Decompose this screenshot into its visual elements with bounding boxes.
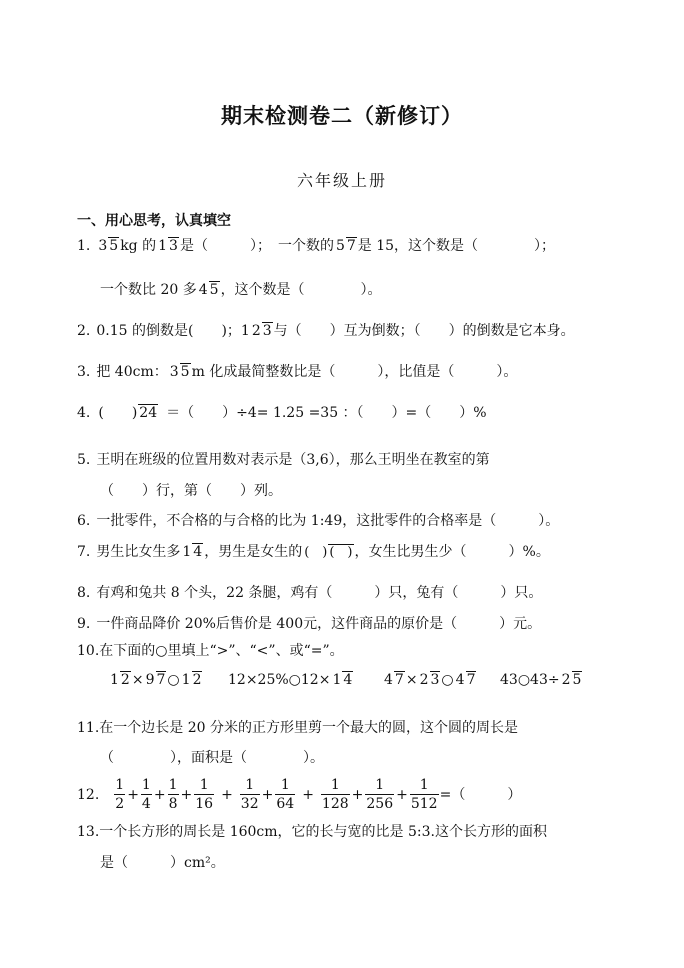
compare-circle[interactable]: ○: [167, 672, 180, 688]
question-number: 6.: [77, 513, 91, 529]
fraction: 3 5: [169, 364, 190, 380]
expression-text: 43○43÷: [500, 672, 560, 688]
question-7: [77, 542, 550, 562]
question-12: [77, 776, 521, 813]
question-number: 3.: [77, 364, 91, 380]
question-text: 有鸡和兔共 8 个头，22 条腿，鸡有（ ）只，兔有（ ）只。: [96, 585, 543, 601]
plus-sign: +: [261, 786, 274, 803]
plus-sign: +: [396, 786, 408, 803]
question-text: 0.15 的倒数是( )；1: [96, 323, 250, 339]
fraction: $\frac{1}{256}$: [366, 777, 394, 812]
question-11-line-2: [100, 748, 324, 768]
question-number: 10.: [77, 643, 100, 659]
plus-sign: +: [302, 786, 314, 803]
fraction: 5 7: [335, 238, 356, 254]
comparison-1: [108, 670, 203, 690]
question-3: [77, 362, 517, 382]
plus-sign: +: [221, 786, 233, 803]
fraction: $\frac{1}{16}$: [195, 777, 214, 812]
question-text: ，女生比男生少（ ）%。: [354, 544, 550, 560]
question-text: m 化成最简整数比是（ ），比值是（ ）。: [191, 364, 518, 380]
question-1-line-2: [100, 280, 382, 300]
question-text: 是（ ）cm²。: [100, 855, 225, 871]
fraction: $\frac{1}{2}$: [115, 777, 125, 812]
operator: ×: [131, 672, 144, 688]
plus-sign: +: [180, 786, 193, 803]
fraction: 1 4: [332, 672, 353, 688]
question-number: 2.: [77, 323, 91, 339]
section-heading: 一、用心思考，认真填空: [77, 213, 231, 229]
fraction: ( ) 24: [98, 405, 158, 421]
question-text: 在下面的○里填上“>”、“<”、或“=”。: [99, 643, 344, 659]
fraction: $\frac{1}{4}$: [141, 777, 151, 812]
question-1-line-1: [77, 236, 555, 256]
plus-sign: +: [153, 786, 166, 803]
question-text: ，这个数是（ ）。: [220, 282, 382, 298]
question-number: 5.: [77, 452, 91, 468]
fraction: $\frac{1}{64}$: [276, 777, 295, 812]
question-text: 一个长方形的周长是 160cm，它的长与宽的比是 5:3.这个长方形的面积: [99, 824, 547, 840]
operator: ×: [405, 672, 418, 688]
question-text: 一个数比 20 多: [100, 282, 197, 298]
fraction: 1 3: [158, 238, 178, 254]
question-5-line-2: [100, 481, 282, 501]
fraction: 2 3: [251, 323, 272, 339]
question-text: =（ ）: [439, 786, 522, 803]
question-6: [77, 511, 559, 531]
question-13-line-1: [77, 822, 547, 842]
expression-text: 12×25%○12×: [228, 672, 331, 688]
question-text: ，男生是女生的: [204, 544, 303, 560]
compare-circle[interactable]: ○: [441, 672, 454, 688]
fraction: 1 2: [110, 672, 130, 688]
question-text: 男生比女生多: [96, 544, 181, 560]
question-text: 把 40cm：: [96, 364, 168, 380]
comparison-3: [382, 670, 477, 690]
fraction: $\frac{1}{128}$: [321, 777, 349, 812]
question-8: [77, 583, 542, 603]
fraction: 4 5: [198, 282, 219, 298]
fraction: 4 7: [384, 672, 404, 688]
question-text: 是（ ）； 一个数的: [179, 238, 334, 254]
question-number: 8.: [77, 585, 91, 601]
question-text: 一件商品降价 20%后售价是 400元，这件商品的原价是（ ）元。: [96, 616, 542, 632]
question-text: 王明在班级的位置用数对表示是（3,6），那么王明坐在教室的第: [96, 452, 490, 468]
fraction: 9 7: [145, 672, 166, 688]
question-11-line-1: [77, 718, 518, 738]
fraction: 1 2: [181, 672, 202, 688]
fraction: $\frac{1}{512}$: [410, 777, 438, 812]
fraction: $\frac{1}{32}$: [240, 777, 259, 812]
question-number: 7.: [77, 544, 91, 560]
question-text: ＝（ ）÷4= 1.25 =35 ：（ ）=（ ）%: [166, 405, 487, 421]
fraction: 3 5: [98, 238, 119, 254]
question-text: （ ），面积是（ ）。: [100, 750, 324, 766]
question-text: 与（ ）互为倒数；（ ）的倒数是它本身。: [273, 323, 575, 339]
question-number: 4.: [77, 405, 91, 421]
fraction: 2 3: [419, 672, 440, 688]
question-13-line-2: [100, 853, 225, 873]
question-text: （ ）行，第（ ）列。: [100, 483, 282, 499]
question-number: 13.: [77, 824, 100, 840]
question-9: [77, 614, 541, 634]
fraction: $\frac{1}{8}$: [168, 777, 178, 812]
comparison-4: [500, 670, 583, 690]
fraction: 2 5: [561, 672, 582, 688]
question-5-line-1: [77, 450, 490, 470]
fraction: ( ) ( ): [304, 544, 353, 560]
question-10: [77, 641, 344, 661]
fraction: 1 4: [182, 544, 203, 560]
fraction: 4 7: [455, 672, 476, 688]
question-text: 一批零件，不合格的与合格的比为 1:49，这批零件的合格率是（ ）。: [96, 513, 560, 529]
question-number: 12.: [77, 786, 100, 803]
page-title: 期末检测卷二（新修订）: [221, 104, 463, 128]
question-number: 1.: [77, 238, 91, 254]
plus-sign: +: [351, 786, 364, 803]
comparison-2: [228, 670, 354, 690]
question-number: 9.: [77, 616, 91, 632]
question-number: 11.: [77, 720, 100, 736]
question-text: 是 15，这个数是（ ）；: [357, 238, 556, 254]
question-text: 在一个边长是 20 分米的正方形里剪一个最大的圆，这个圆的周长是: [99, 720, 518, 736]
question-text: kg 的: [120, 238, 157, 254]
page-subtitle: 六年级上册: [296, 171, 387, 190]
plus-sign: +: [127, 786, 139, 803]
question-4: [77, 403, 487, 423]
question-2: [77, 321, 575, 341]
fraction-sum: [113, 776, 439, 813]
